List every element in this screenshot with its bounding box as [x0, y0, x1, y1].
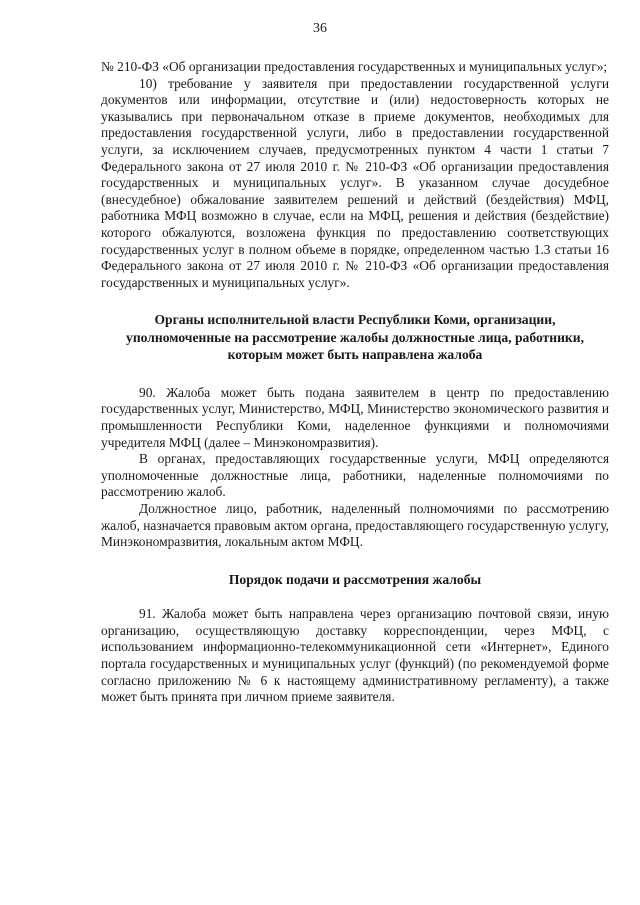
page-number: 36 — [313, 21, 327, 36]
paragraph-90: 90. Жалоба может быть подана заявителем в центр по предоставлению государственных услуг, Министерство, МФЦ, Министерство экономического развития и промышленности Республики Коми, наделенное функциями и полномочиями учредителя МФЦ (далее – Минэкономразвития). — [101, 384, 609, 450]
section-heading-complaint-bodies: Органы исполнительной власти Республики Коми, организации, уполномоченные на рассмотрение жалобы должностные лица, работники, которым может быть направлена жалоба — [126, 312, 584, 363]
paragraph-91: 91. Жалоба может быть направлена через организацию почтовой связи, иную организацию, осуществляющую доставку корреспонденции, через МФЦ, с использованием информационно-телекоммуникационной сети «Интернет», Единого портала государственных и муниципальных услуг (функций) (по рекомендуемой форме согласно приложению № 6 к настоящему административному регламенту), а также может быть принята при личном приеме заявителя. — [101, 606, 609, 705]
paragraph-90-appointment: Должностное лицо, работник, наделенный полномочиями по рассмотрению жалоб, назначается правовым актом органа, предоставляющего государственную услугу, Минэкономразвития, локальным актом МФЦ. — [101, 500, 609, 550]
paragraph-continuation: № 210-ФЗ «Об организации предоставления государственных и муниципальных услуг»; — [101, 59, 608, 74]
section-heading-filing-procedure: Порядок подачи и рассмотрения жалобы — [228, 571, 482, 587]
paragraph-10: 10) требование у заявителя при предоставлении государственной услуги документов или информации, отсутствие и (или) недостоверность которых не указывались при первоначальном отказе в приеме документов, необходимых для предоставления государственной услуги, либо в предоставлении государственной услуги, за исключением случаев, предусмотренных пунктом 4 части 1 статьи 7 Федерального закона от 27 июля 2010 г. № 210-ФЗ «Об организации предоставления государственных и муниципальных услуг». В указанном случае досудебное (внесудебное) обжалование заявителем решений и действий (бездействия) МФЦ, работника МФЦ возможно в случае, если на МФЦ, решения и действия (бездействие) которого обжалуются, возложена функция по предоставлению соответствующих государственных услуг в полном объеме в порядке, определенном частью 1.3 статьи 16 Федерального закона от 27 июля 2010 г. № 210-ФЗ «Об организации предоставления государственных и муниципальных услуг». — [101, 75, 609, 290]
paragraph-90-authorized-officials: В органах, предоставляющих государственные услуги, МФЦ определяются уполномоченные должностные лица, работники, наделенные полномочиями по рассмотрению жалоб. — [101, 451, 609, 500]
document-body — [101, 59, 609, 706]
